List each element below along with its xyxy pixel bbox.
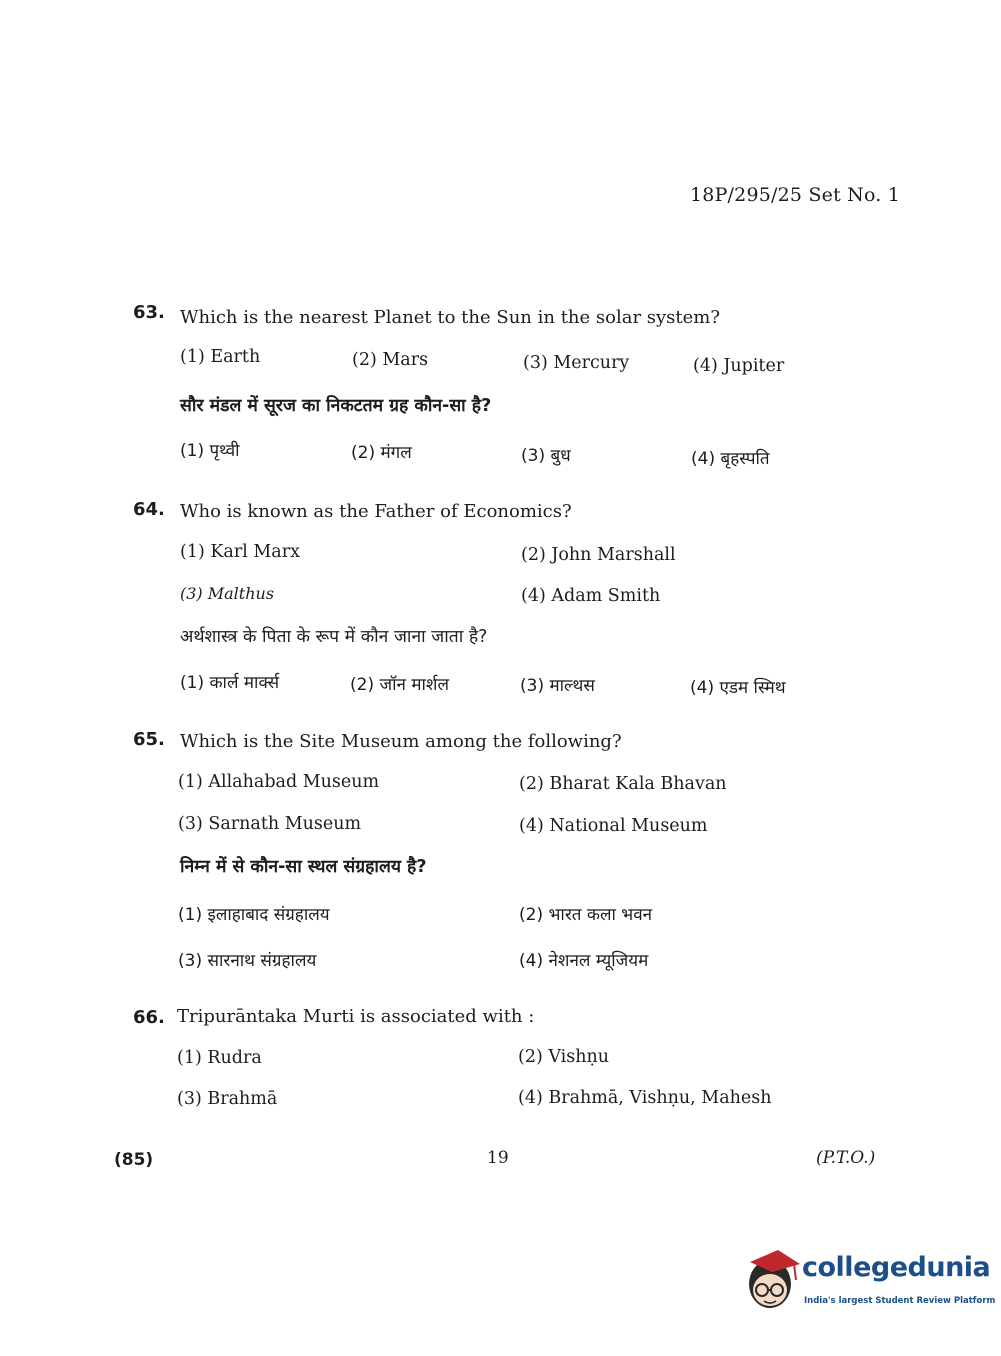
question-text-hindi: सौर मंडल में सूरज का निकटतम ग्रह कौन-सा है?	[180, 396, 492, 416]
option-4: (4) National Museum	[519, 816, 708, 836]
pto-label: (P.T.O.)	[816, 1148, 876, 1168]
hindi-option-3: (3) बुध	[521, 446, 571, 466]
hindi-option-1: (1) कार्ल मार्क्स	[180, 673, 280, 693]
question-number: 64.	[133, 499, 165, 520]
question-text: Which is the Site Museum among the following?	[180, 731, 622, 752]
question-text-hindi: अर्थशास्त्र के पिता के रूप में कौन जाना जाता है?	[180, 627, 488, 647]
hindi-option-4: (4) एडम स्मिथ	[690, 678, 786, 698]
hindi-option-3: (3) सारनाथ संग्रहालय	[178, 951, 317, 971]
logo-wordmark: collegedunia	[802, 1252, 991, 1283]
question-number: 63.	[133, 302, 165, 323]
option-1: (1) Rudra	[177, 1048, 262, 1068]
question-number: 66.	[133, 1007, 165, 1028]
option-1: (1) Allahabad Museum	[178, 772, 380, 792]
option-4: (4) Adam Smith	[521, 586, 661, 606]
hindi-option-2: (2) मंगल	[351, 443, 412, 463]
option-3: (3) Brahmā	[177, 1089, 278, 1109]
option-2: (2) Bharat Kala Bhavan	[519, 774, 727, 794]
option-2: (2) John Marshall	[521, 545, 676, 565]
option-4: (4) Brahmā, Vishṇu, Mahesh	[518, 1088, 772, 1108]
hindi-option-4: (4) बृहस्पति	[691, 449, 770, 469]
option-3: (3) Mercury	[523, 353, 630, 373]
option-4: (4) Jupiter	[693, 356, 785, 376]
option-2: (2) Vishṇu	[518, 1047, 610, 1067]
hindi-option-1: (1) पृथ्वी	[180, 441, 240, 461]
question-text: Which is the nearest Planet to the Sun in the solar system?	[180, 307, 721, 328]
question-text-hindi: निम्न में से कौन-सा स्थल संग्रहालय है?	[180, 857, 427, 877]
logo-tagline: India's largest Student Review Platform	[804, 1296, 996, 1306]
hindi-option-2: (2) जॉन मार्शल	[350, 675, 449, 695]
option-2: (2) Mars	[352, 350, 429, 370]
question-text: Tripurāntaka Murti is associated with :	[177, 1006, 535, 1027]
page-number: 19	[487, 1148, 509, 1168]
hindi-option-2: (2) भारत कला भवन	[519, 905, 653, 925]
paper-code: (85)	[114, 1150, 154, 1170]
hindi-option-1: (1) इलाहाबाद संग्रहालय	[178, 905, 330, 925]
option-1: (1) Karl Marx	[180, 542, 300, 562]
question-text: Who is known as the Father of Economics?	[180, 501, 572, 522]
mascot-icon	[744, 1248, 800, 1312]
option-1: (1) Earth	[180, 347, 261, 367]
hindi-option-4: (4) नेशनल म्यूजियम	[519, 951, 649, 971]
question-number: 65.	[133, 729, 165, 750]
set-number: 18P/295/25 Set No. 1	[690, 184, 901, 206]
option-3: (3) Malthus	[180, 584, 275, 603]
option-3: (3) Sarnath Museum	[178, 814, 362, 834]
hindi-option-3: (3) माल्थस	[520, 676, 595, 696]
collegedunia-logo	[744, 1248, 996, 1318]
